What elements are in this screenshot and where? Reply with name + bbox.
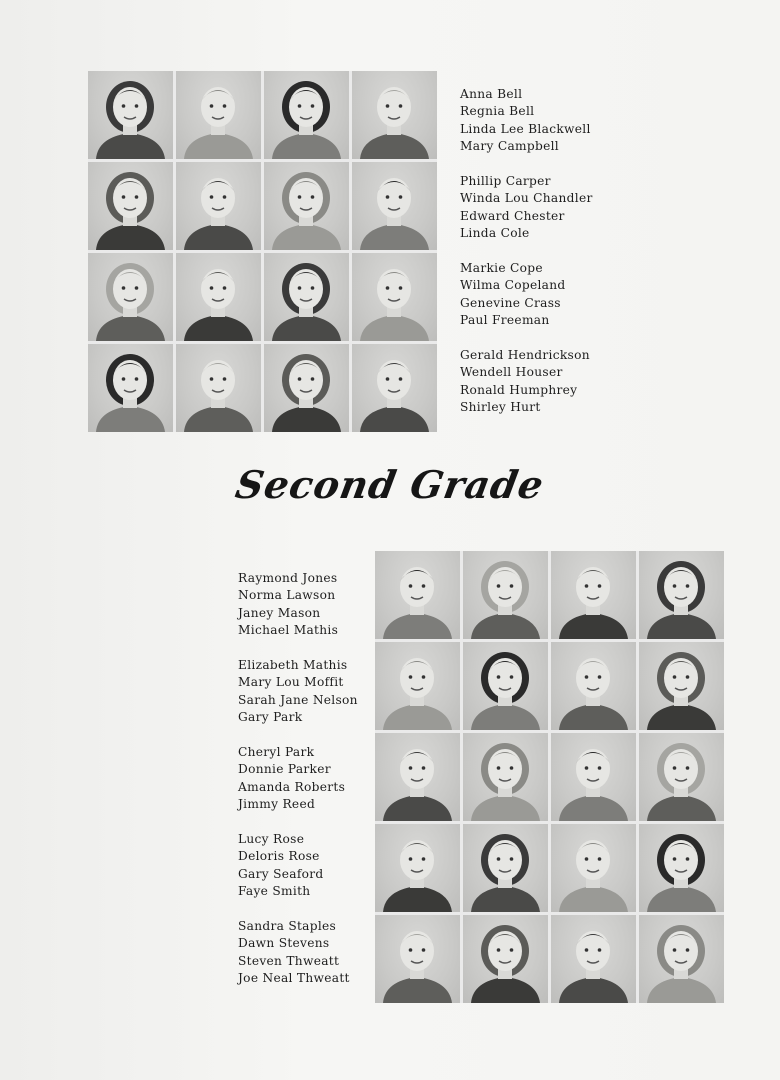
name-group: [460, 86, 593, 173]
portrait-silhouette: [88, 344, 173, 432]
portrait-silhouette: [639, 733, 724, 821]
student-photo: [352, 162, 437, 250]
student-name: Mary Campbell: [460, 138, 559, 153]
student-name: Joe Neal Thweatt: [238, 970, 350, 985]
student-photo: [463, 551, 548, 639]
student-photo: [463, 642, 548, 730]
student-photo: [352, 344, 437, 432]
name-group: [238, 744, 358, 831]
name-group: [460, 173, 593, 260]
student-name: Wendell Houser: [460, 365, 563, 380]
portrait-silhouette: [375, 642, 460, 730]
student-name: Regnia Bell: [460, 104, 535, 119]
student-photo: [463, 824, 548, 912]
bottom-photo-grid: [375, 551, 724, 1003]
student-photo: [551, 551, 636, 639]
student-name: Ronald Humphrey: [460, 382, 578, 397]
portrait-silhouette: [639, 915, 724, 1003]
portrait-silhouette: [88, 71, 173, 159]
student-photo: [352, 253, 437, 341]
student-name: Shirley Hurt: [460, 399, 541, 414]
student-name: Wilma Copeland: [460, 278, 566, 293]
student-photo: [463, 733, 548, 821]
student-name: Jimmy Reed: [238, 796, 316, 811]
student-name: Anna Bell: [460, 87, 523, 101]
student-photo: [88, 162, 173, 250]
student-photo: [88, 71, 173, 159]
name-group: [460, 260, 593, 347]
student-name: Sandra Staples: [238, 919, 337, 933]
student-name: Lucy Rose: [238, 832, 305, 846]
portrait-silhouette: [176, 71, 261, 159]
portrait-silhouette: [551, 642, 636, 730]
portrait-silhouette: [264, 344, 349, 432]
name-group: [238, 657, 358, 744]
student-name: Gary Park: [238, 709, 303, 724]
student-name: Sarah Jane Nelson: [238, 692, 358, 707]
portrait-silhouette: [551, 733, 636, 821]
student-name: Genevine Crass: [460, 295, 561, 310]
student-photo: [375, 733, 460, 821]
student-photo: [375, 642, 460, 730]
portrait-silhouette: [88, 253, 173, 341]
portrait-silhouette: [352, 162, 437, 250]
name-group: [238, 570, 358, 657]
name-group: [238, 831, 358, 918]
portrait-silhouette: [264, 71, 349, 159]
student-name: Winda Lou Chandler: [460, 191, 593, 206]
student-name: Linda Lee Blackwell: [460, 121, 591, 136]
student-name: Edward Chester: [460, 208, 565, 223]
portrait-silhouette: [88, 162, 173, 250]
bottom-name-list: [238, 570, 358, 1005]
student-name: Janey Mason: [238, 605, 321, 620]
student-photo: [176, 71, 261, 159]
student-photo: [176, 344, 261, 432]
portrait-silhouette: [463, 824, 548, 912]
portrait-silhouette: [375, 733, 460, 821]
student-name: Paul Freeman: [460, 312, 550, 327]
top-photo-grid: [88, 71, 437, 432]
student-photo: [639, 551, 724, 639]
student-photo: [551, 824, 636, 912]
student-photo: [639, 642, 724, 730]
student-name: Dawn Stevens: [238, 936, 330, 951]
student-name: Elizabeth Mathis: [238, 658, 348, 672]
portrait-silhouette: [375, 915, 460, 1003]
name-group: [460, 347, 593, 434]
portrait-silhouette: [375, 824, 460, 912]
student-photo: [463, 915, 548, 1003]
student-photo: [551, 733, 636, 821]
student-photo: [264, 71, 349, 159]
student-name: Raymond Jones: [238, 571, 338, 585]
student-name: Amanda Roberts: [238, 779, 346, 794]
student-photo: [639, 915, 724, 1003]
student-name: Phillip Carper: [460, 174, 551, 188]
portrait-silhouette: [176, 253, 261, 341]
student-name: Deloris Rose: [238, 849, 320, 864]
portrait-silhouette: [264, 162, 349, 250]
portrait-silhouette: [463, 733, 548, 821]
portrait-silhouette: [551, 824, 636, 912]
portrait-silhouette: [176, 162, 261, 250]
student-photo: [375, 824, 460, 912]
student-photo: [551, 642, 636, 730]
portrait-silhouette: [264, 253, 349, 341]
student-name: Faye Smith: [238, 883, 311, 898]
student-photo: [375, 551, 460, 639]
portrait-silhouette: [639, 824, 724, 912]
portrait-silhouette: [176, 344, 261, 432]
portrait-silhouette: [352, 253, 437, 341]
student-name: Cheryl Park: [238, 745, 315, 759]
student-name: Steven Thweatt: [238, 953, 340, 968]
student-photo: [176, 162, 261, 250]
portrait-silhouette: [639, 551, 724, 639]
page-title: Second Grade: [232, 462, 548, 507]
student-photo: [639, 733, 724, 821]
student-name: Michael Mathis: [238, 622, 339, 637]
student-photo: [551, 915, 636, 1003]
portrait-silhouette: [375, 551, 460, 639]
portrait-silhouette: [463, 915, 548, 1003]
student-name: Linda Cole: [460, 225, 530, 240]
portrait-silhouette: [463, 551, 548, 639]
student-name: Norma Lawson: [238, 588, 336, 603]
student-photo: [264, 253, 349, 341]
student-photo: [88, 253, 173, 341]
portrait-silhouette: [352, 71, 437, 159]
portrait-silhouette: [463, 642, 548, 730]
name-group: [238, 918, 358, 1005]
portrait-silhouette: [551, 551, 636, 639]
portrait-silhouette: [639, 642, 724, 730]
student-name: Donnie Parker: [238, 762, 331, 777]
top-name-list: [460, 86, 593, 434]
portrait-silhouette: [352, 344, 437, 432]
student-photo: [639, 824, 724, 912]
student-photo: [375, 915, 460, 1003]
student-photo: [88, 344, 173, 432]
student-name: Gary Seaford: [238, 866, 324, 881]
student-name: Mary Lou Moffit: [238, 675, 344, 690]
student-name: Gerald Hendrickson: [460, 348, 590, 362]
student-photo: [264, 162, 349, 250]
student-photo: [176, 253, 261, 341]
student-photo: [264, 344, 349, 432]
portrait-silhouette: [551, 915, 636, 1003]
student-photo: [352, 71, 437, 159]
student-name: Markie Cope: [460, 261, 543, 275]
